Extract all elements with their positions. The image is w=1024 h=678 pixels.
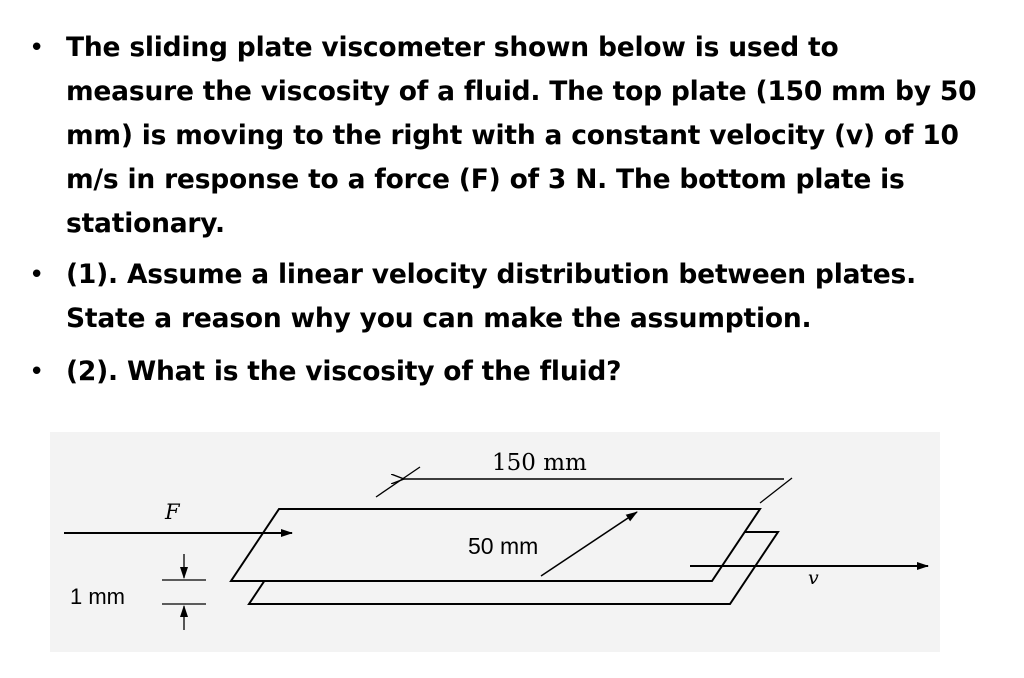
gap-indicator (162, 554, 206, 630)
bullet-text (66, 253, 996, 341)
viscometer-svg (50, 432, 940, 652)
bullet-dot: • (29, 33, 45, 63)
text-line: (2). What is the viscosity of the fluid? (66, 356, 622, 387)
length-label: 150 mm (492, 450, 587, 476)
text-line: stationary. (66, 208, 225, 239)
text-line: State a reason why you can make the assumption. (66, 303, 812, 334)
bullet-dot: • (29, 357, 45, 387)
bullet-text (66, 350, 996, 394)
text-line: measure the viscosity of a fluid. The top plate (150 mm by 50 (66, 76, 977, 107)
text-line: (1). Assume a linear velocity distribution between plates. (66, 259, 916, 290)
gap-label: 1 mm (70, 584, 125, 609)
force-label: F (165, 500, 180, 524)
width-label: 50 mm (468, 533, 539, 559)
text-line: m/s in response to a force (F) of 3 N. The bottom plate is (66, 164, 905, 195)
text-line: The sliding plate viscometer shown below is used to (66, 32, 839, 63)
bullet-text (66, 26, 996, 246)
text-line: mm) is moving to the right with a constant velocity (v) of 10 (66, 120, 959, 151)
viscometer-diagram (50, 432, 940, 652)
velocity-label: v (808, 567, 819, 589)
bullet-dot: • (29, 260, 45, 290)
